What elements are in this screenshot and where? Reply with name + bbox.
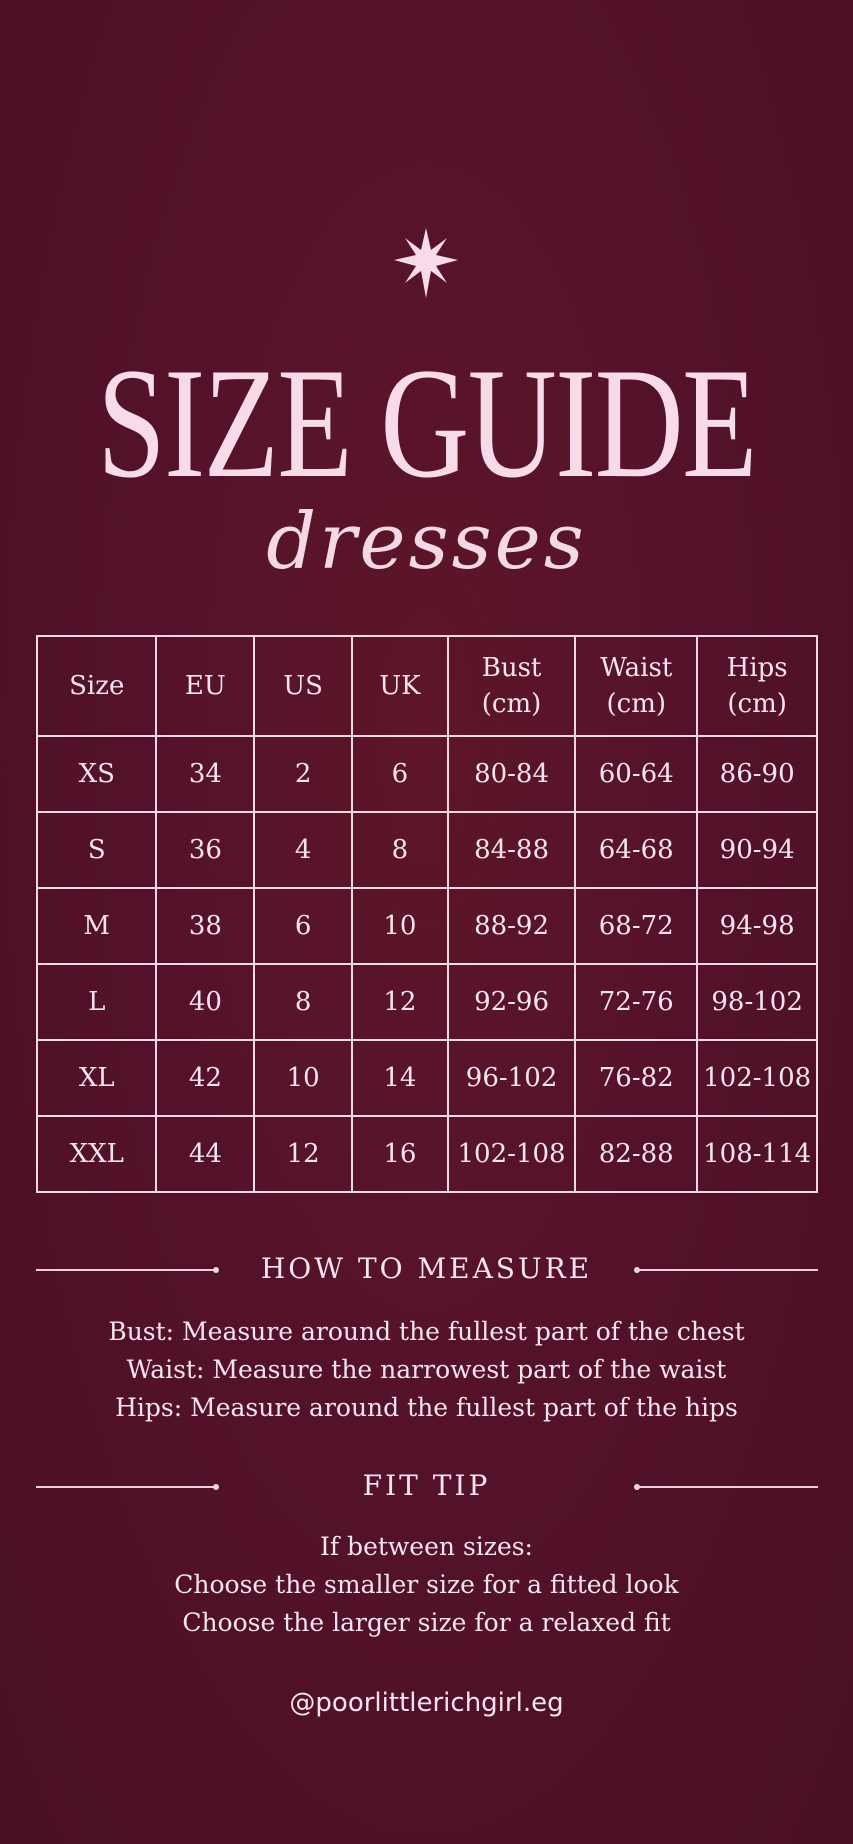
table-cell: 108-114 — [697, 1116, 817, 1192]
header-size-label: Size — [69, 671, 125, 701]
table-cell: 102-108 — [697, 1040, 817, 1116]
divider-line-right — [637, 1486, 818, 1488]
table-cell: 38 — [156, 888, 254, 964]
table-cell: 16 — [352, 1116, 448, 1192]
header-hips-unit: (cm) — [727, 689, 787, 719]
table-cell: 12 — [352, 964, 448, 1040]
header-bust — [448, 636, 575, 736]
table-cell: 6 — [352, 736, 448, 812]
table-cell: 36 — [156, 812, 254, 888]
table-cell: 10 — [254, 1040, 352, 1116]
table-cell: 8 — [254, 964, 352, 1040]
table-cell: L — [37, 964, 156, 1040]
divider-line-right — [637, 1269, 818, 1271]
header-uk — [352, 636, 448, 736]
table-cell: 72-76 — [575, 964, 697, 1040]
table-cell: XS — [37, 736, 156, 812]
table-cell: 8 — [352, 812, 448, 888]
table-cell: XL — [37, 1040, 156, 1116]
table-header-row — [37, 636, 817, 736]
table-cell: 2 — [254, 736, 352, 812]
social-handle: @poorlittlerichgirl.eg — [289, 1688, 564, 1718]
table-cell: 90-94 — [697, 812, 817, 888]
table-cell: 96-102 — [448, 1040, 575, 1116]
table-cell: 40 — [156, 964, 254, 1040]
eight-point-star-icon — [394, 228, 458, 298]
header-us-label: US — [283, 671, 323, 701]
table-cell: 88-92 — [448, 888, 575, 964]
table-cell: 86-90 — [697, 736, 817, 812]
table-cell: 44 — [156, 1116, 254, 1192]
header-bust-label: Bust — [481, 653, 542, 683]
table-cell: 68-72 — [575, 888, 697, 964]
measure-label: Bust: — [108, 1317, 175, 1346]
measure-item-waist — [0, 1351, 853, 1389]
how-to-measure-list — [0, 1313, 853, 1427]
table-cell: 92-96 — [448, 964, 575, 1040]
table-row — [37, 964, 817, 1040]
table-cell: 94-98 — [697, 888, 817, 964]
table-cell: 6 — [254, 888, 352, 964]
header-waist-label: Waist — [600, 653, 673, 683]
header-waist — [575, 636, 697, 736]
measure-item-hips — [0, 1389, 853, 1427]
fit-tip-text — [0, 1528, 853, 1642]
table-row — [37, 1040, 817, 1116]
table-cell: 4 — [254, 812, 352, 888]
fit-tip-title: FIT TIP — [362, 1469, 491, 1502]
table-cell: 14 — [352, 1040, 448, 1116]
table-cell: 98-102 — [697, 964, 817, 1040]
measure-label: Waist: — [126, 1355, 205, 1384]
table-cell: 80-84 — [448, 736, 575, 812]
size-chart-table — [36, 635, 818, 1193]
table-cell: S — [37, 812, 156, 888]
measure-label: Hips: — [115, 1393, 183, 1422]
header-eu-label: EU — [184, 671, 226, 701]
header-us — [254, 636, 352, 736]
header-eu — [156, 636, 254, 736]
fit-tip-line: Choose the larger size for a relaxed fit — [182, 1608, 671, 1637]
measure-item-bust — [0, 1313, 853, 1351]
table-cell: 76-82 — [575, 1040, 697, 1116]
page-subtitle: dresses — [266, 497, 587, 587]
page-title: SIZE GUIDE — [97, 336, 756, 511]
measure-text: Measure around the fullest part of the chest — [174, 1317, 745, 1346]
table-cell: 102-108 — [448, 1116, 575, 1192]
table-cell: M — [37, 888, 156, 964]
table-cell: 84-88 — [448, 812, 575, 888]
header-bust-unit: (cm) — [481, 689, 542, 719]
table-row — [37, 736, 817, 812]
table-row — [37, 812, 817, 888]
table-row — [37, 888, 817, 964]
table-cell: 10 — [352, 888, 448, 964]
table-row — [37, 1116, 817, 1192]
measure-text: Measure the narrowest part of the waist — [204, 1355, 727, 1384]
table-cell: 34 — [156, 736, 254, 812]
fit-tip-line: If between sizes: — [319, 1532, 533, 1561]
header-uk-label: UK — [379, 671, 421, 701]
measure-text: Measure around the fullest part of the hips — [182, 1393, 738, 1422]
fit-tip-line: Choose the smaller size for a fitted look — [174, 1570, 679, 1599]
table-cell: 64-68 — [575, 812, 697, 888]
table-cell: 82-88 — [575, 1116, 697, 1192]
header-hips — [697, 636, 817, 736]
header-hips-label: Hips — [726, 653, 788, 683]
how-to-measure-title: HOW TO MEASURE — [260, 1252, 593, 1285]
table-cell: XXL — [37, 1116, 156, 1192]
table-cell: 42 — [156, 1040, 254, 1116]
table-cell: 60-64 — [575, 736, 697, 812]
header-waist-unit: (cm) — [606, 689, 666, 719]
header-size — [37, 636, 156, 736]
table-cell: 12 — [254, 1116, 352, 1192]
